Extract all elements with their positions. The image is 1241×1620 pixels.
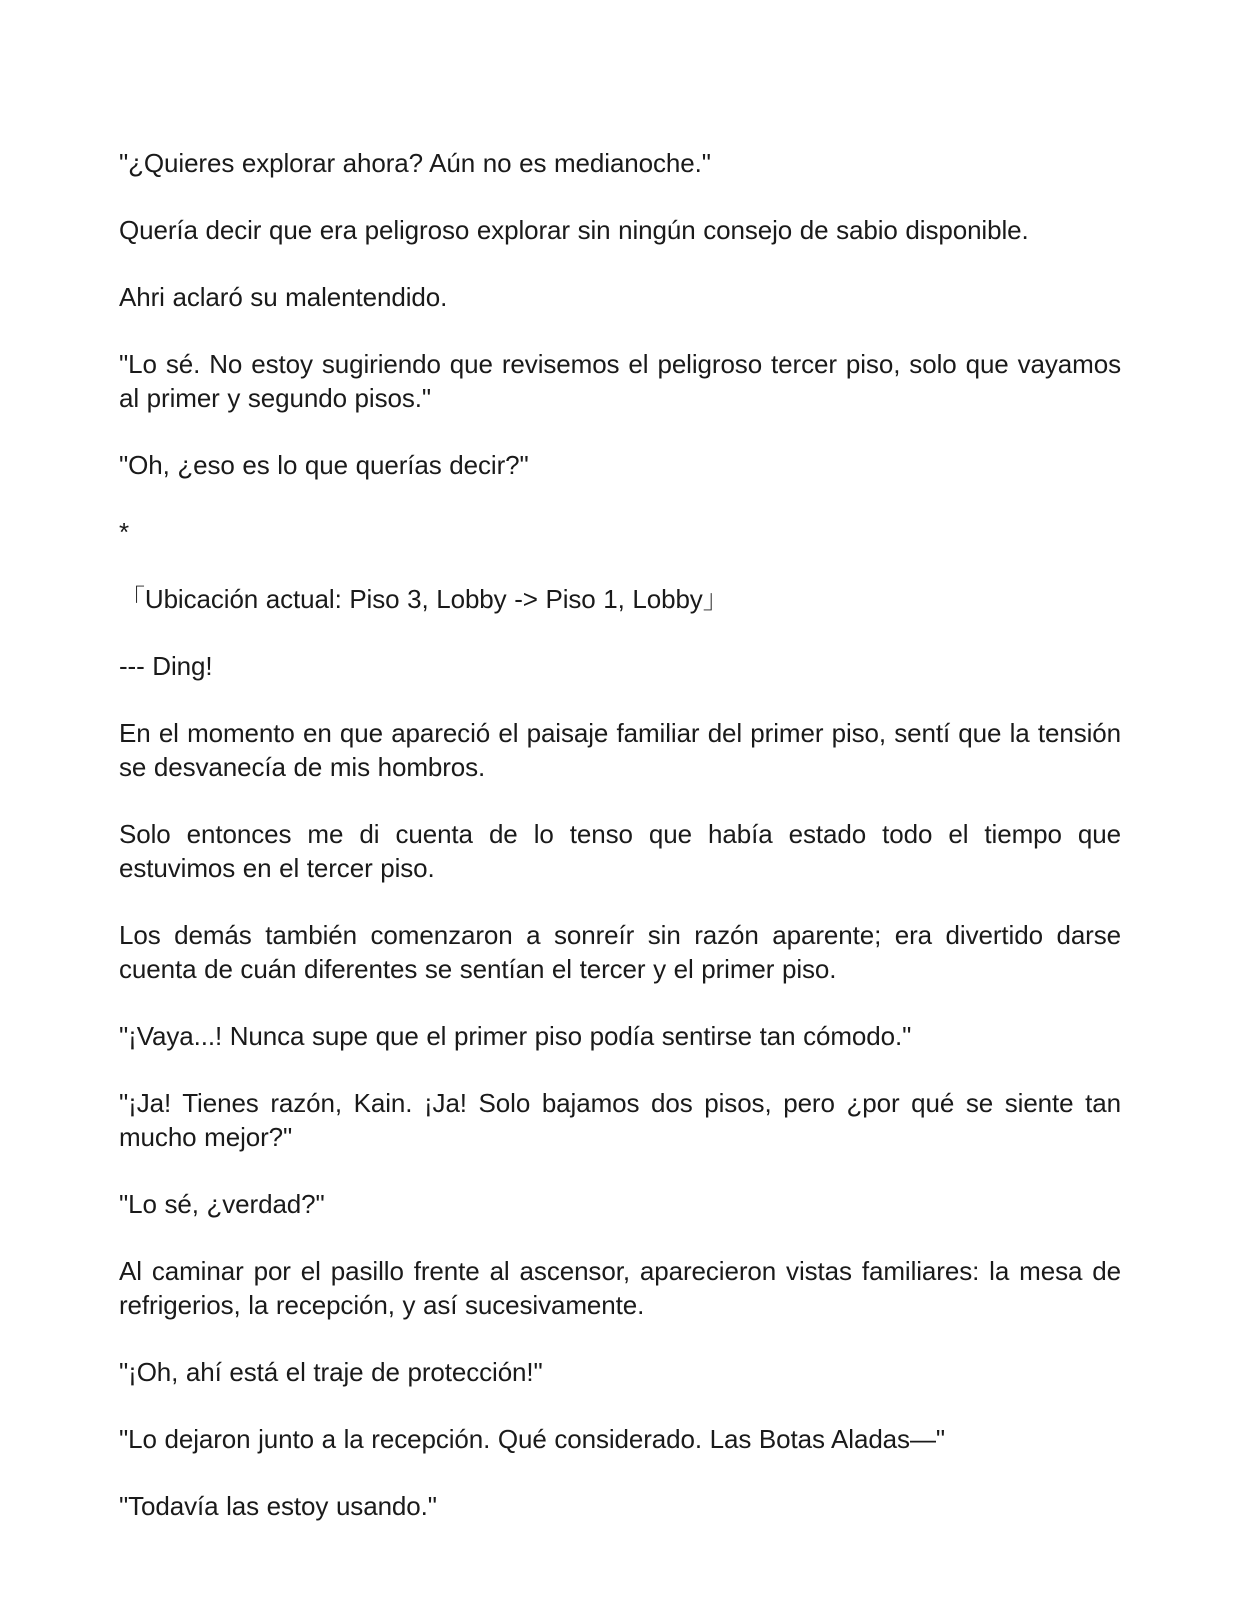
- scene-break: *: [119, 517, 130, 547]
- paragraph-17: "Lo dejaron junto a la recepción. Qué considerado. Las Botas Aladas—": [119, 1424, 945, 1454]
- paragraph-15: Al caminar por el pasillo frente al ascensor, aparecieron vistas familiares: la mesa de refrigerios, la recepción, y así sucesivamente.: [119, 1256, 1121, 1320]
- location-status: 「Ubicación actual: Piso 3, Lobby -> Piso 1, Lobby」: [119, 584, 729, 614]
- paragraph-18: "Todavía las estoy usando.": [119, 1491, 437, 1521]
- paragraph-3: Ahri aclaró su malentendido.: [119, 282, 448, 312]
- paragraph-5: "Oh, ¿eso es lo que querías decir?": [119, 450, 529, 480]
- paragraph-16: "¡Oh, ahí está el traje de protección!": [119, 1357, 543, 1387]
- body-text: [119, 146, 1121, 1556]
- paragraph-4: "Lo sé. No estoy sugiriendo que revisemos el peligroso tercer piso, solo que vayamos al primer y segundo pisos.": [119, 349, 1121, 413]
- paragraph-9: En el momento en que apareció el paisaje familiar del primer piso, sentí que la tensión se desvanecía de mis hombros.: [119, 718, 1121, 782]
- paragraph-14: "Lo sé, ¿verdad?": [119, 1189, 325, 1219]
- paragraph-2: Quería decir que era peligroso explorar sin ningún consejo de sabio disponible.: [119, 215, 1029, 245]
- paragraph-10: Solo entonces me di cuenta de lo tenso que había estado todo el tiempo que estuvimos en el tercer piso.: [119, 819, 1121, 883]
- paragraph-12: "¡Vaya...! Nunca supe que el primer piso podía sentirse tan cómodo.": [119, 1021, 912, 1051]
- paragraph-11: Los demás también comenzaron a sonreír sin razón aparente; era divertido darse cuenta de cuán diferentes se sentían el tercer y el primer piso.: [119, 920, 1121, 984]
- paragraph-ding: --- Ding!: [119, 651, 213, 681]
- paragraph-13: "¡Ja! Tienes razón, Kain. ¡Ja! Solo bajamos dos pisos, pero ¿por qué se siente tan mucho mejor?": [119, 1088, 1121, 1152]
- paragraph-1: "¿Quieres explorar ahora? Aún no es medianoche.": [119, 148, 711, 178]
